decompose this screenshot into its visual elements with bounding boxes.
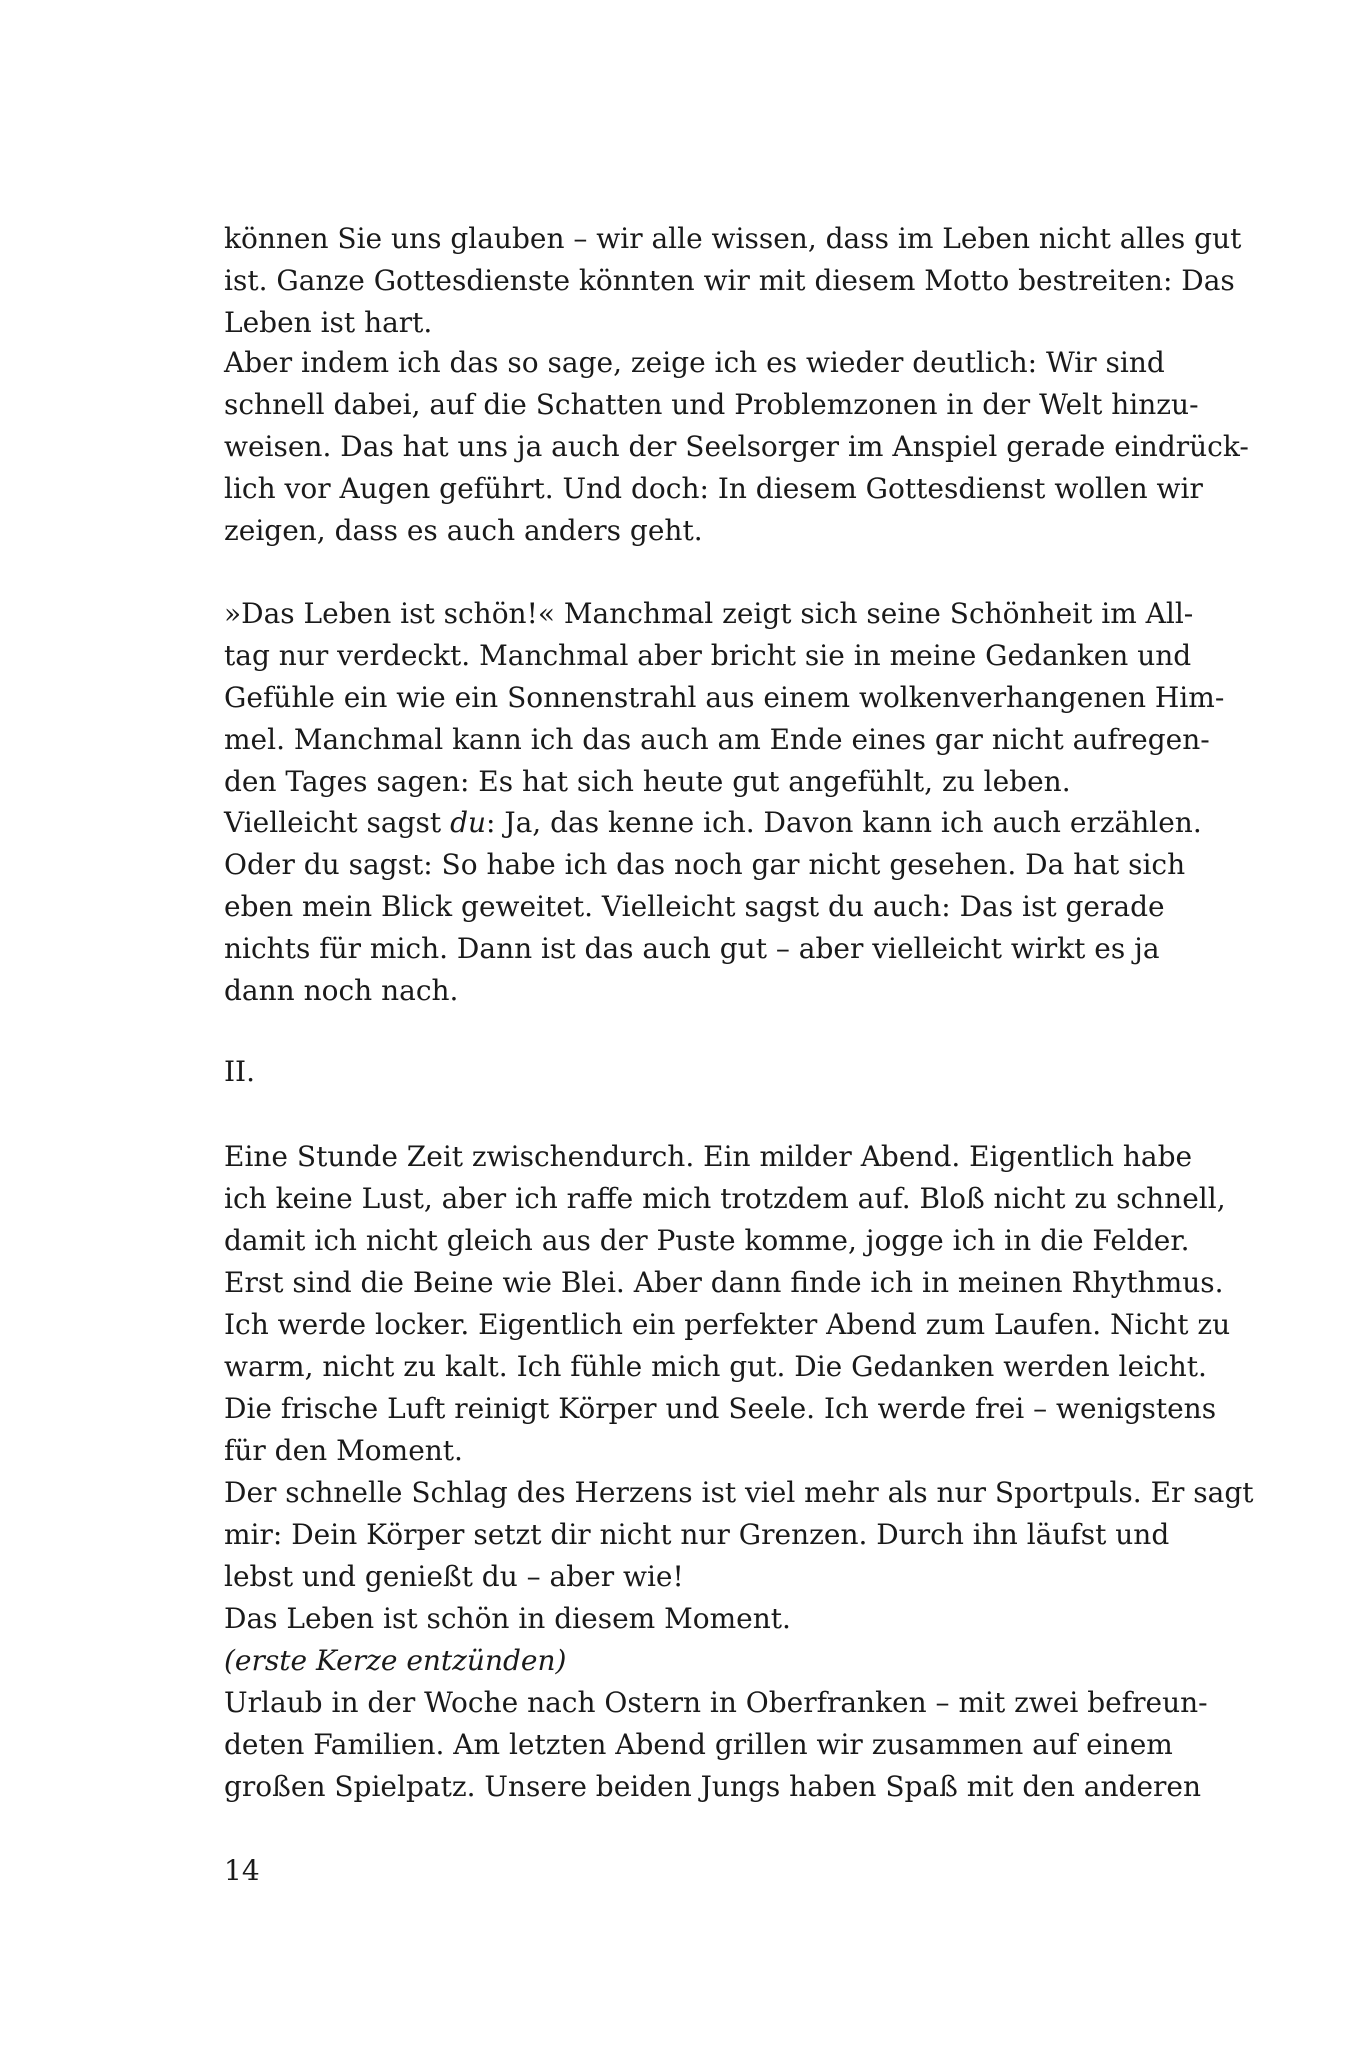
paragraph-1: [224, 218, 1242, 344]
text-line: tag nur verdeckt. Manchmal aber bricht sie in meine Gedanken und: [224, 639, 1192, 672]
paragraph-2: [224, 342, 1249, 552]
text-line: Leben ist hart.: [224, 306, 433, 339]
text-line: lich vor Augen geführt. Und doch: In diesem Gottesdienst wollen wir: [224, 472, 1203, 505]
text-line: [224, 802, 1202, 844]
paragraph-3: [224, 593, 1225, 803]
stage-direction: (erste Kerze entzünden): [224, 1644, 567, 1677]
paragraph-4: [224, 802, 1202, 1012]
text-line: dann noch nach.: [224, 974, 459, 1007]
text-line: Ich werde locker. Eigentlich ein perfekter Abend zum Laufen. Nicht zu: [224, 1308, 1231, 1341]
text-line: warm, nicht zu kalt. Ich fühle mich gut. Die Gedanken werden leicht.: [224, 1350, 1207, 1383]
text-line: lebst und genießt du – aber wie!: [224, 1560, 684, 1593]
text-line: zeigen, dass es auch anders geht.: [224, 514, 703, 547]
text-line: nichts für mich. Dann ist das auch gut – aber vielleicht wirkt es ja: [224, 932, 1160, 965]
text-line: ich keine Lust, aber ich raffe mich trotzdem auf. Bloß nicht zu schnell,: [224, 1182, 1226, 1215]
text-line: Urlaub in der Woche nach Ostern in Oberfranken – mit zwei befreun-: [224, 1686, 1208, 1719]
page-number: 14: [224, 1854, 260, 1887]
text-fragment: Vielleicht sagst: [224, 806, 451, 839]
section-heading: II.: [224, 1055, 256, 1088]
text-line: Das Leben ist schön in diesem Moment.: [224, 1602, 791, 1635]
text-line: mel. Manchmal kann ich das auch am Ende eines gar nicht aufregen-: [224, 723, 1210, 756]
text-fragment: : Ja, das kenne ich. Davon kann ich auch erzählen.: [486, 806, 1202, 839]
paragraph-5: [224, 1136, 1254, 1808]
text-line: deten Familien. Am letzten Abend grillen wir zusammen auf einem: [224, 1728, 1173, 1761]
text-line: Erst sind die Beine wie Blei. Aber dann finde ich in meinen Rhythmus.: [224, 1266, 1224, 1299]
text-line: großen Spielpatz. Unsere beiden Jungs haben Spaß mit den anderen: [224, 1770, 1202, 1803]
text-line: Oder du sagst: So habe ich das noch gar nicht gesehen. Da hat sich: [224, 848, 1186, 881]
text-line: für den Moment.: [224, 1434, 463, 1467]
text-line: können Sie uns glauben – wir alle wissen, dass im Leben nicht alles gut: [224, 222, 1242, 255]
text-line: weisen. Das hat uns ja auch der Seelsorger im Anspiel gerade eindrück-: [224, 430, 1249, 463]
text-line: Aber indem ich das so sage, zeige ich es wieder deutlich: Wir sind: [224, 346, 1165, 379]
text-line: Eine Stunde Zeit zwischendurch. Ein milder Abend. Eigentlich habe: [224, 1140, 1193, 1173]
emphasis-text: du: [450, 806, 487, 839]
text-line: eben mein Blick geweitet. Vielleicht sagst du auch: Das ist gerade: [224, 890, 1165, 923]
text-line: mir: Dein Körper setzt dir nicht nur Grenzen. Durch ihn läufst und: [224, 1518, 1170, 1551]
text-line: Die frische Luft reinigt Körper und Seele. Ich werde frei – wenigstens: [224, 1392, 1217, 1425]
text-line: den Tages sagen: Es hat sich heute gut angefühlt, zu leben.: [224, 765, 1071, 798]
text-line: damit ich nicht gleich aus der Puste komme, jogge ich in die Felder.: [224, 1224, 1190, 1257]
text-line: Gefühle ein wie ein Sonnenstrahl aus einem wolkenverhangenen Him-: [224, 681, 1225, 714]
text-line: Der schnelle Schlag des Herzens ist viel mehr als nur Sportpuls. Er sagt: [224, 1476, 1254, 1509]
text-line: schnell dabei, auf die Schatten und Problemzonen in der Welt hinzu-: [224, 388, 1199, 421]
text-line: ist. Ganze Gottesdienste könnten wir mit diesem Motto bestreiten: Das: [224, 264, 1235, 297]
text-line: »Das Leben ist schön!« Manchmal zeigt sich seine Schönheit im All-: [224, 597, 1194, 630]
